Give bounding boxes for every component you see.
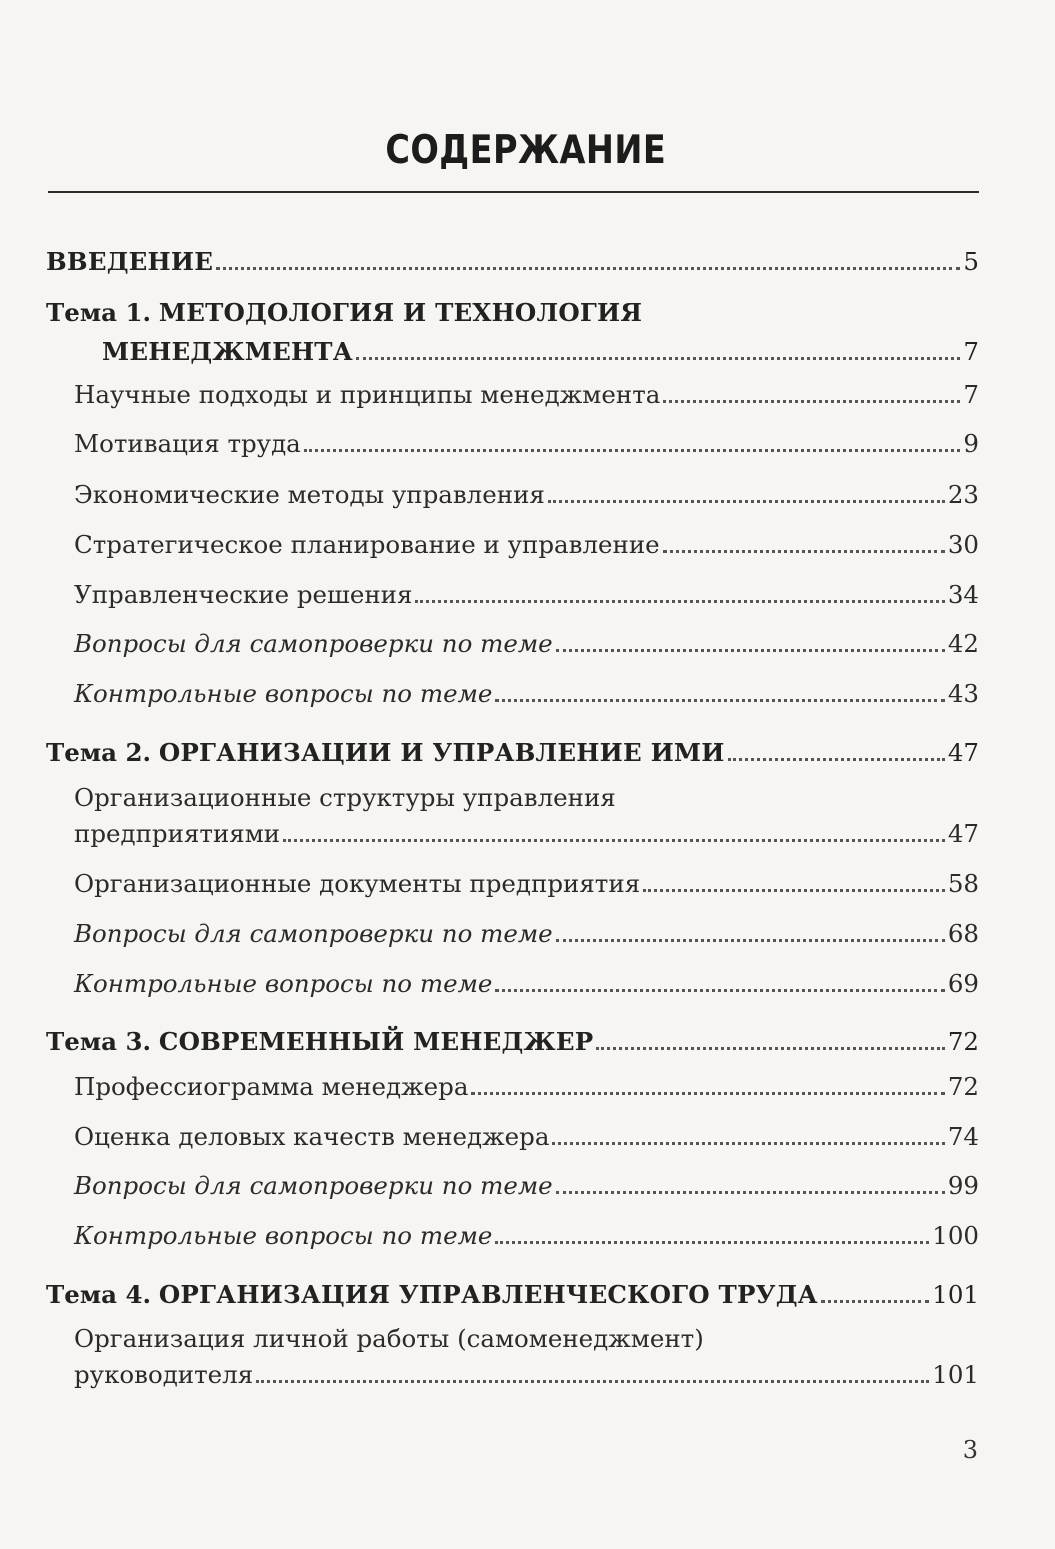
heading-rule [48, 191, 979, 193]
toc-entry [74, 378, 979, 412]
page-heading: СОДЕРЖАНИЕ [385, 128, 667, 173]
leader-dots [663, 542, 945, 553]
toc-entry-page: 30 [947, 530, 979, 559]
toc-topic-1 [102, 335, 979, 369]
toc-entry-page: 7 [963, 337, 979, 366]
leader-dots [596, 1039, 944, 1050]
toc-topic-label: Тема 3. [46, 1027, 152, 1056]
toc-topic-1-line1 [46, 296, 642, 330]
leader-dots [415, 592, 944, 603]
toc-entry [74, 1358, 979, 1392]
toc-topic-label: Тема 1. [46, 298, 152, 327]
leader-dots [471, 1084, 944, 1095]
toc-entry-page: 72 [947, 1027, 979, 1056]
toc-entry [74, 578, 979, 612]
leader-dots [643, 881, 945, 892]
toc-entry [74, 478, 979, 512]
toc-entry-page: 42 [947, 629, 979, 658]
toc-entry-title: Управленческие решения [74, 580, 413, 609]
leader-dots [283, 831, 945, 842]
toc-entry-page: 47 [947, 819, 979, 848]
toc-entry [74, 1169, 979, 1203]
toc-entry-page: 101 [932, 1280, 979, 1309]
toc-entry-page: 69 [947, 969, 979, 998]
toc-entry-page: 9 [963, 429, 979, 458]
toc-topic-label: Тема 2. [46, 738, 152, 767]
toc-entry-title: Экономические методы управления [74, 480, 545, 509]
toc-entry [74, 1219, 979, 1253]
toc-entry-line1: Организация личной работы (самоменеджмент) [74, 1324, 704, 1353]
toc-entry-title: Оценка деловых качеств менеджера [74, 1122, 550, 1151]
toc-entry-page: 23 [947, 480, 979, 509]
leader-dots [556, 931, 945, 942]
toc-entry-page: 68 [947, 919, 979, 948]
toc-entry [74, 1120, 979, 1154]
toc-topic-3 [46, 1025, 979, 1059]
toc-entry-title: Контрольные вопросы по теме [74, 969, 493, 998]
toc-entry-title: Контрольные вопросы по теме [74, 679, 493, 708]
toc-entry-page: 47 [947, 738, 979, 767]
page-number: 3 [962, 1436, 978, 1464]
toc-entry [74, 967, 979, 1001]
toc-entry-intro [46, 245, 979, 279]
toc-topic-label: Тема 4. [46, 1280, 152, 1309]
toc-topic-2 [46, 736, 979, 770]
toc-entry-title: Вопросы для самопроверки по теме [74, 1171, 553, 1200]
toc-entry-title: Вопросы для самопроверки по теме [74, 919, 553, 948]
toc-entry-page: 7 [963, 380, 979, 409]
toc-entry-page: 72 [947, 1072, 979, 1101]
toc-entry-title: Контрольные вопросы по теме [74, 1221, 493, 1250]
toc-entry [74, 677, 979, 711]
toc-entry-page: 58 [947, 869, 979, 898]
toc-entry-title: Профессиограмма менеджера [74, 1072, 469, 1101]
toc-topic-title: МЕТОДОЛОГИЯ И ТЕХНОЛОГИЯ [158, 298, 643, 327]
leader-dots [821, 1292, 929, 1303]
toc-entry-page: 74 [947, 1122, 979, 1151]
toc-entry-title: руководителя [74, 1360, 254, 1389]
toc-entry-page: 100 [932, 1221, 979, 1250]
toc-entry-page: 43 [947, 679, 979, 708]
toc-entry-title: предприятиями [74, 819, 281, 848]
leader-dots [495, 691, 944, 702]
leader-dots [728, 750, 945, 761]
leader-dots [304, 441, 961, 452]
toc-entry-title: ВВЕДЕНИЕ [46, 247, 214, 276]
leader-dots [548, 492, 945, 503]
toc-entry [74, 1070, 979, 1104]
leader-dots [556, 1183, 945, 1194]
toc-entry-title: Организационные документы предприятия [74, 869, 641, 898]
toc-entry-title: Научные подходы и принципы менеджмента [74, 380, 661, 409]
toc-entry-line1: Организационные структуры управления [74, 783, 616, 812]
toc-entry [74, 817, 979, 851]
leader-dots [556, 641, 945, 652]
toc-entry-title: Стратегическое планирование и управление [74, 530, 660, 559]
toc-entry-title: Вопросы для самопроверки по теме [74, 629, 553, 658]
leader-dots [216, 259, 960, 270]
leader-dots [495, 981, 944, 992]
leader-dots [256, 1372, 929, 1383]
toc-entry-page: 5 [963, 247, 979, 276]
leader-dots [495, 1233, 929, 1244]
toc-entry-page: 34 [947, 580, 979, 609]
toc-entry [74, 627, 979, 661]
toc-entry [74, 867, 979, 901]
leader-dots [552, 1134, 944, 1145]
toc-entry [74, 427, 979, 461]
toc-topic-title: СОВРЕМЕННЫЙ МЕНЕДЖЕР [158, 1027, 594, 1056]
toc-topic-4 [46, 1278, 979, 1312]
toc-topic-title: ОРГАНИЗАЦИИ И УПРАВЛЕНИЕ ИМИ [158, 738, 725, 767]
toc-topic-title: МЕНЕДЖМЕНТА [102, 337, 353, 366]
leader-dots [356, 349, 961, 360]
toc-entry-page: 101 [932, 1360, 979, 1389]
toc-entry-title: Мотивация труда [74, 429, 301, 458]
toc-topic-title: ОРГАНИЗАЦИЯ УПРАВЛЕНЧЕСКОГО ТРУДА [158, 1280, 818, 1309]
leader-dots [663, 392, 960, 403]
toc-entry [74, 528, 979, 562]
toc-entry [74, 917, 979, 951]
toc-entry-page: 99 [947, 1171, 979, 1200]
